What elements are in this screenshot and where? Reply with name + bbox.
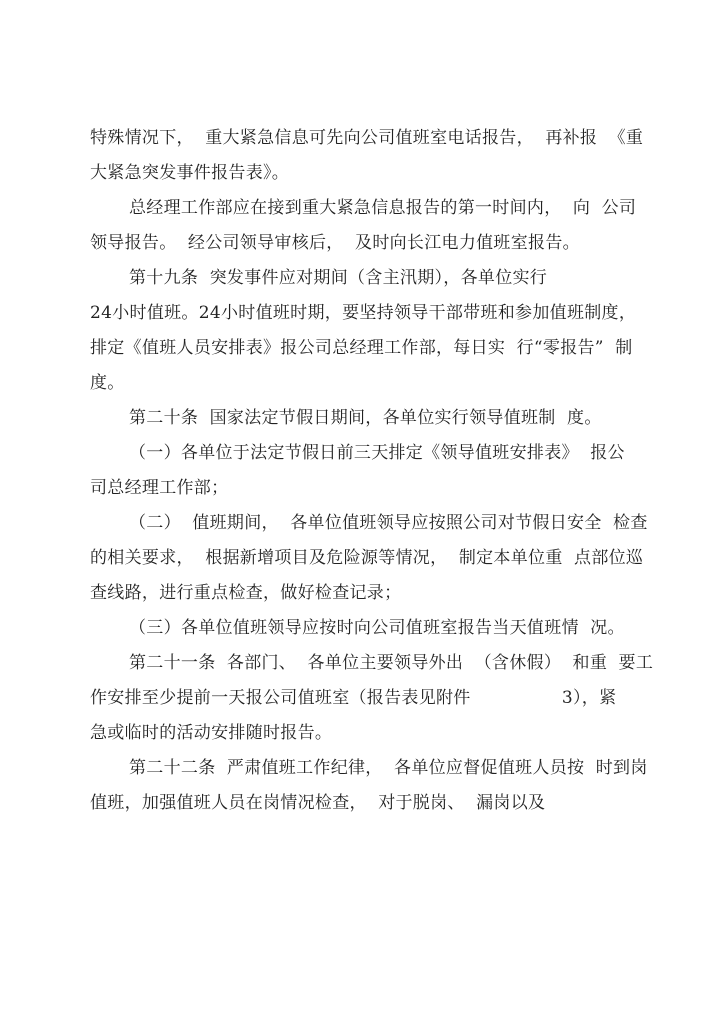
text-line: 急或临时的活动安排随时报告。: [90, 723, 333, 743]
text-line: 作安排至少提前一天报公司值班室（报告表见附件 3），紧: [90, 688, 617, 708]
text-line: 大紧急突发事件报告表》。: [90, 163, 290, 183]
text-line: 第二十条 国家法定节假日期间，各单位实行领导值班制 度。: [129, 408, 602, 428]
text-line: 的相关要求， 根据新增项目及危险源等情况， 制定本单位重 点部位巡: [90, 548, 644, 568]
text-line: 查线路，进行重点检查，做好检查记录；: [90, 583, 402, 603]
text-line: （二） 值班期间， 各单位值班领导应按照公司对节假日安全 检查: [129, 513, 648, 533]
text-line: 度。: [90, 373, 125, 393]
text-line: 特殊情况下， 重大紧急信息可先向公司值班室电话报告， 再补报 《重: [90, 128, 644, 148]
text-line: （一）各单位于法定节假日前三天排定《领导值班安排表》 报公: [129, 443, 625, 463]
text-line: 排定《值班人员安排表》报公司总经理工作部，每日实 行“零报告” 制: [90, 338, 633, 358]
text-line: 第十九条 突发事件应对期间（含主汛期），各单位实行: [129, 268, 548, 288]
text-line: 24小时值班。24小时值班时期，要坚持领导干部带班和参加值班制度，: [90, 303, 637, 323]
text-line: 领导报告。 经公司领导审核后， 及时向长江电力值班室报告。: [90, 233, 580, 253]
text-line: （三）各单位值班领导应按时向公司值班室报告当天值班情 况。: [129, 618, 625, 638]
text-line: 第二十一条 各部门、 各单位主要领导外出 （含休假） 和重 要工: [129, 653, 654, 673]
text-line: 第二十二条 严肃值班工作纪律， 各单位应督促值班人员按 时到岗: [129, 758, 648, 778]
text-line: 值班，加强值班人员在岗情况检查， 对于脱岗、 漏岗以及: [90, 793, 546, 813]
text-line: 总经理工作部应在接到重大紧急信息报告的第一时间内， 向 公司: [129, 198, 637, 218]
text-line: 司总经理工作部；: [90, 478, 229, 498]
